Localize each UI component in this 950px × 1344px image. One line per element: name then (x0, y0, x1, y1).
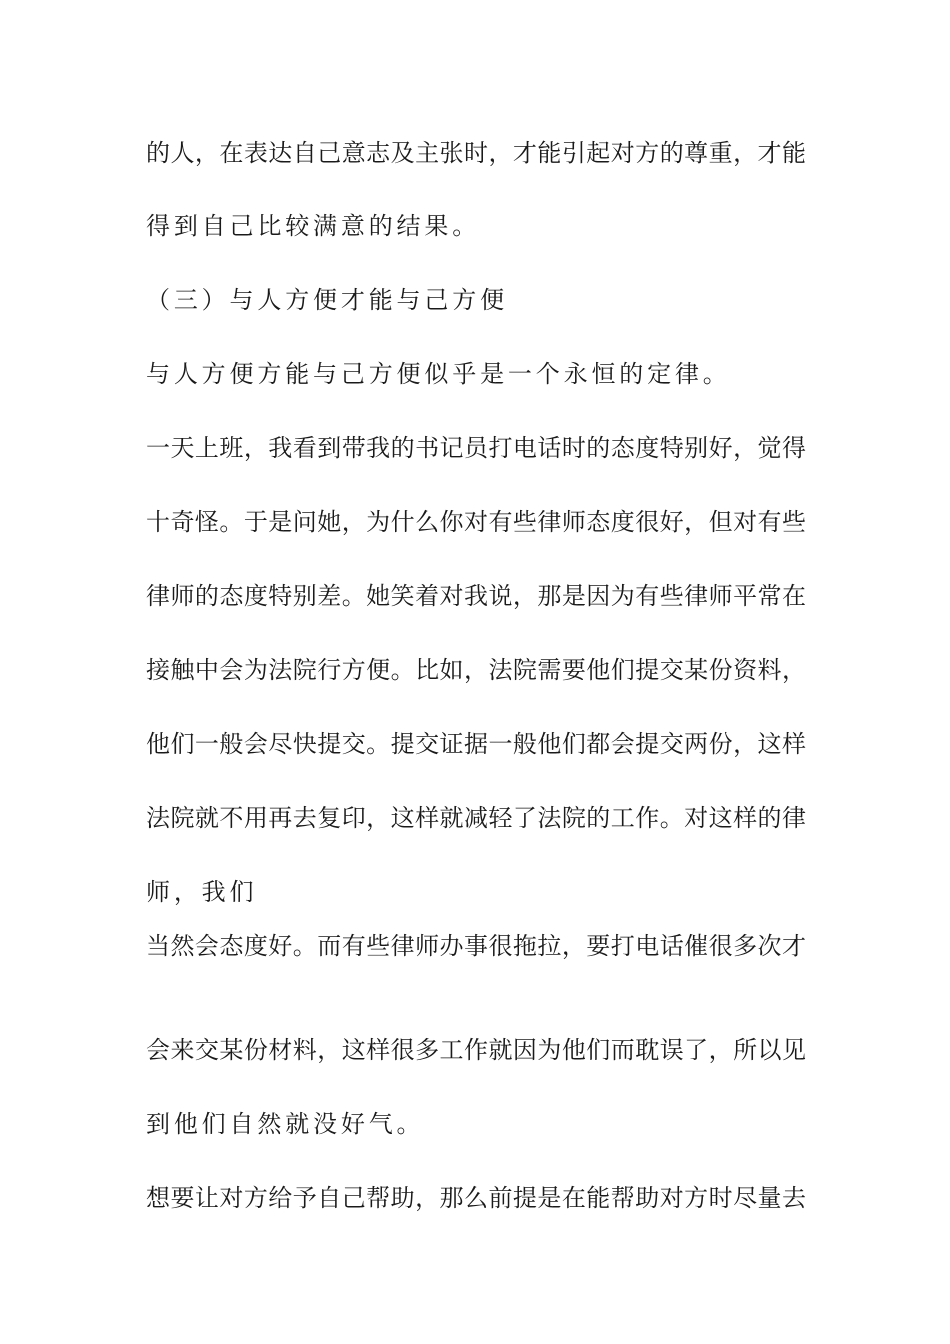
text-line: 他们一般会尽快提交。提交证据一般他们都会提交两份，这样 (146, 730, 806, 758)
text-line: 与人方便方能与己方便似乎是一个永恒的定律。 (146, 360, 731, 388)
text-line: 的人，在表达自己意志及主张时，才能引起对方的尊重，才能 (146, 139, 806, 167)
text-line: 十奇怪。于是问她，为什么你对有些律师态度很好，但对有些 (146, 508, 806, 536)
text-line: 到他们自然就没好气。 (146, 1110, 425, 1138)
text-line: 律师的态度特别差。她笑着对我说，那是因为有些律师平常在 (146, 582, 806, 610)
text-line: 法院就不用再去复印，这样就减轻了法院的工作。对这样的律 (146, 804, 806, 832)
text-line: 得到自己比较满意的结果。 (146, 212, 481, 240)
text-line: 想要让对方给予自己帮助，那么前提是在能帮助对方时尽量去 (146, 1184, 806, 1212)
text-line: 当然会态度好。而有些律师办事很拖拉，要打电话催很多次才 (146, 932, 806, 960)
text-line: 接触中会为法院行方便。比如，法院需要他们提交某份资料， (146, 656, 806, 684)
text-line: 一天上班，我看到带我的书记员打电话时的态度特别好，觉得 (146, 434, 806, 462)
text-line: 师，我们 (146, 878, 258, 906)
section-heading: （三）与人方便才能与己方便 (146, 286, 508, 314)
text-line: 会来交某份材料，这样很多工作就因为他们而耽误了，所以见 (146, 1036, 806, 1064)
